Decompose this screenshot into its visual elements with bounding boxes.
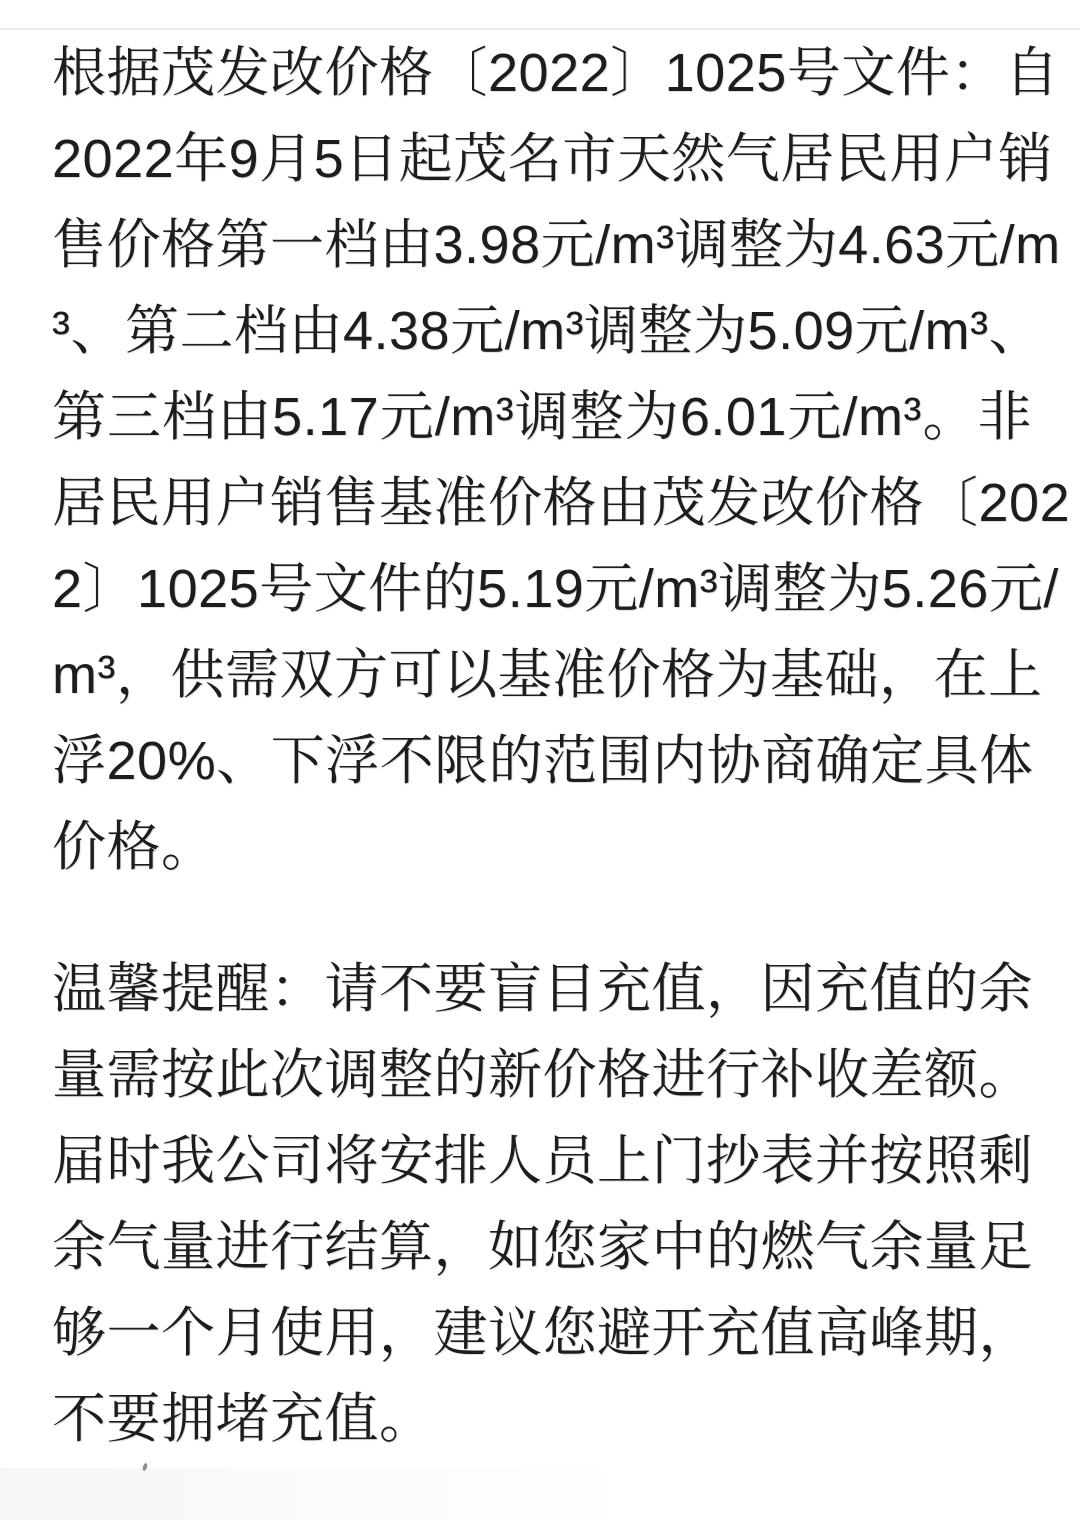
text-line: 届时我公司将安排人员上门抄表并按照剩 (52, 1131, 1033, 1191)
text-line: 2022年9月5日起茂名市天然气居民用户销 (52, 129, 1053, 189)
text-line: 余气量进行结算，如您家中的燃气余量足 (52, 1217, 1033, 1277)
text-line: 根据茂发改价格〔2022〕1025号文件：自 (52, 43, 1060, 103)
text-line: 浮20%、下浮不限的范围内协商确定具体 (52, 731, 1034, 791)
text-line: 价格。 (52, 817, 216, 877)
text-line: 不要拥堵充值。 (52, 1389, 434, 1449)
text-line: ³、第二档由4.38元/m³调整为5.09元/m³、 (52, 301, 1044, 361)
text-line: 售价格第一档由3.98元/m³调整为4.63元/m (52, 215, 1061, 275)
paragraph-reminder (52, 946, 1032, 1462)
text-line: 够一个月使用，建议您避开充值高峰期， (52, 1303, 1033, 1363)
text-line: 居民用户销售基准价格由茂发改价格〔202 (52, 473, 1071, 533)
notice-body (0, 30, 1080, 1462)
paragraph-price-adjustment (52, 30, 1071, 890)
text-line: 温馨提醒：请不要盲目充值，因充值的余 (52, 959, 1033, 1019)
text-line: m³，供需双方可以基准价格为基础，在上 (52, 645, 1043, 705)
compression-artifact-shade (0, 1468, 640, 1520)
text-line: 第三档由5.17元/m³调整为6.01元/m³。非 (52, 387, 1032, 447)
text-line: 量需按此次调整的新价格进行补收差额。 (52, 1045, 1033, 1105)
text-line: 2〕1025号文件的5.19元/m³调整为5.26元/ (52, 559, 1059, 619)
